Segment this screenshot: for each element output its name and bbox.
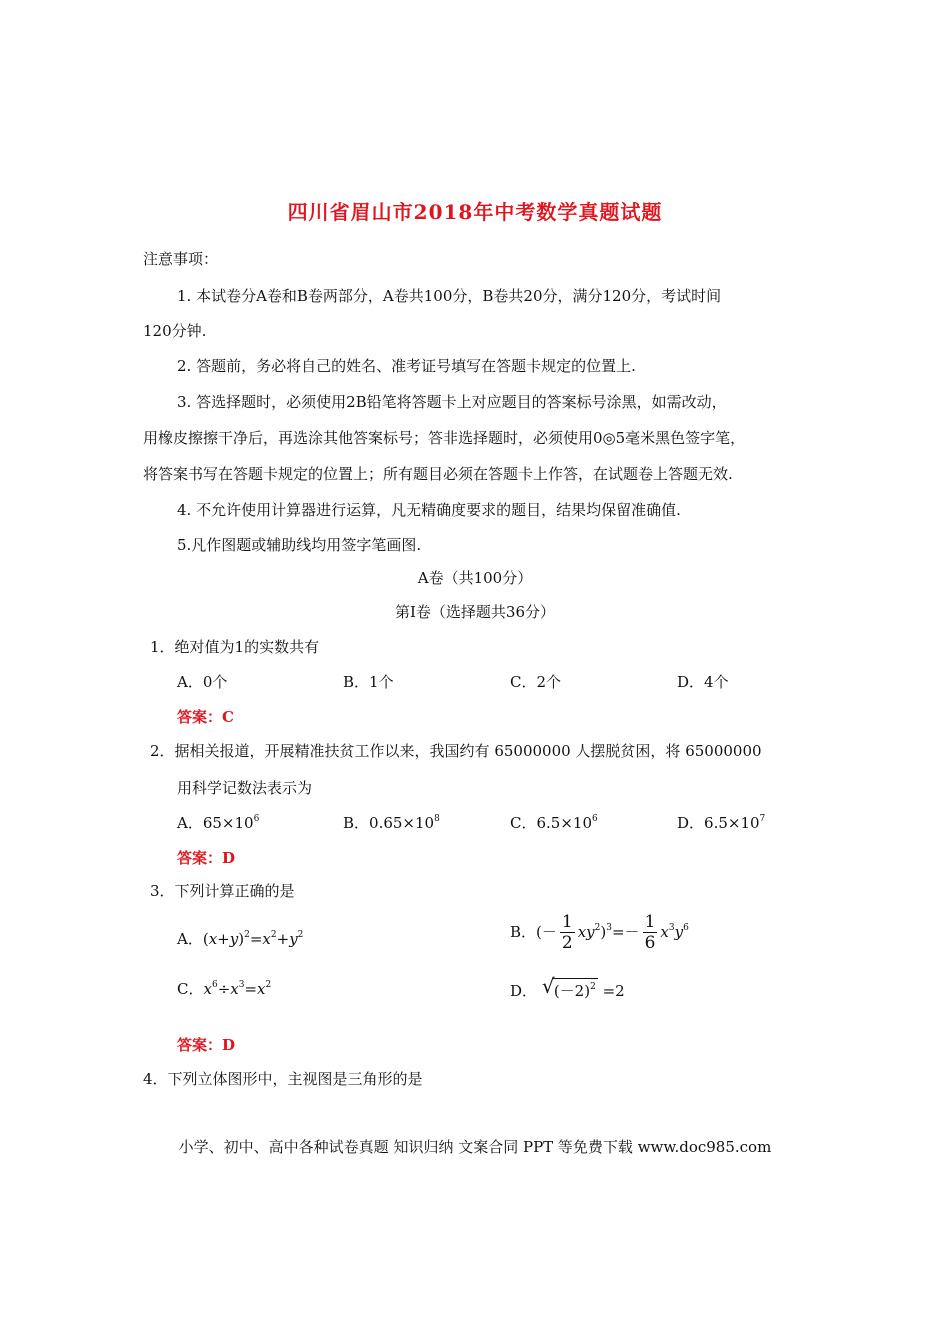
notice-heading: 注意事项： <box>143 250 219 268</box>
notice-item-1-cont: 120分钟. <box>143 322 207 340</box>
notice-item-5: 5.凡作图题或辅助线均用签字笔画图. <box>177 536 422 554</box>
notice-item-3-cont: 用橡皮擦擦干净后，再选涂其他答案标号；答非选择题时，必须使用0◎5毫米黑色签字笔， <box>143 429 746 447</box>
page-title: 四川省眉山市2018年中考数学真题试题 <box>287 200 663 224</box>
section-a-heading: A卷（共100分） <box>417 569 533 587</box>
q2-option-a: A．$65\times 10^6$ <box>177 814 260 832</box>
q1-option-d: D．4个 <box>677 673 729 691</box>
q2-option-b: B．$0.65\times 10^8$ <box>343 814 440 832</box>
q2-option-c: C．$6.5\times 10^6$ <box>510 814 598 832</box>
notice-item-3: 3. 答选择题时，必须使用2B铅笔将答题卡上对应题目的答案标号涂黑，如需改动， <box>177 393 727 411</box>
q3-option-d: D． √ $(-2)^2 =2$ <box>510 974 625 1000</box>
q4-stem: 4．下列立体图形中，主视图是三角形的是 <box>143 1070 423 1088</box>
notice-item-2: 2. 答题前，务必将自己的姓名、准考证号填写在答题卡规定的位置上. <box>177 357 636 375</box>
q1-option-c: C．2个 <box>510 673 562 691</box>
q3-option-b: B．(－ $\frac{1}{2}$ $xy^2)^3=-$ $\frac{1}{6}$ $x^3y^6$ <box>510 912 689 953</box>
q1-option-a: A．0个 <box>177 673 228 691</box>
notice-item-3-cont2: 将答案书写在答题卡规定的位置上；所有题目必须在答题卡上作答，在试题卷上答题无效. <box>143 465 733 483</box>
section-i-heading: 第Ⅰ卷（选择题共36分） <box>394 603 555 621</box>
q3-stem: 3．下列计算正确的是 <box>150 882 295 900</box>
q1-answer: 答案：C <box>177 708 234 726</box>
q2-answer: 答案：D <box>177 849 236 867</box>
q2-option-d: D．$6.5\times 10^7$ <box>677 814 766 832</box>
sqrt-symbol: √ $(-2)^2$ <box>541 974 596 1000</box>
notice-item-1: 1. 本试卷分A卷和B卷两部分，A卷共100分，B卷共20分，满分120分，考试时间 <box>177 287 722 305</box>
page-footer: 小学、初中、高中各种试卷真题 知识归纳 文案合同 PPT 等免费下载 www.doc985.com <box>178 1138 772 1156</box>
q1-stem: 1．绝对值为1的实数共有 <box>150 638 320 656</box>
q3-option-c: C．$x^6\div x^3=x^2$ <box>177 980 272 998</box>
q3-answer: 答案：D <box>177 1036 236 1054</box>
notice-item-4: 4. 不允许使用计算器进行运算，凡无精确度要求的题目，结果均保留准确值. <box>177 501 681 519</box>
q2-stem-cont: 用科学记数法表示为 <box>177 779 313 797</box>
q3-option-a: A．$(x+y)^2=x^2+y^2$ <box>177 930 304 948</box>
q2-stem: 2．据相关报道，开展精准扶贫工作以来，我国约有 65000000 人摆脱贫困，将 65000000 <box>150 742 762 760</box>
q1-option-b: B．1个 <box>343 673 394 691</box>
